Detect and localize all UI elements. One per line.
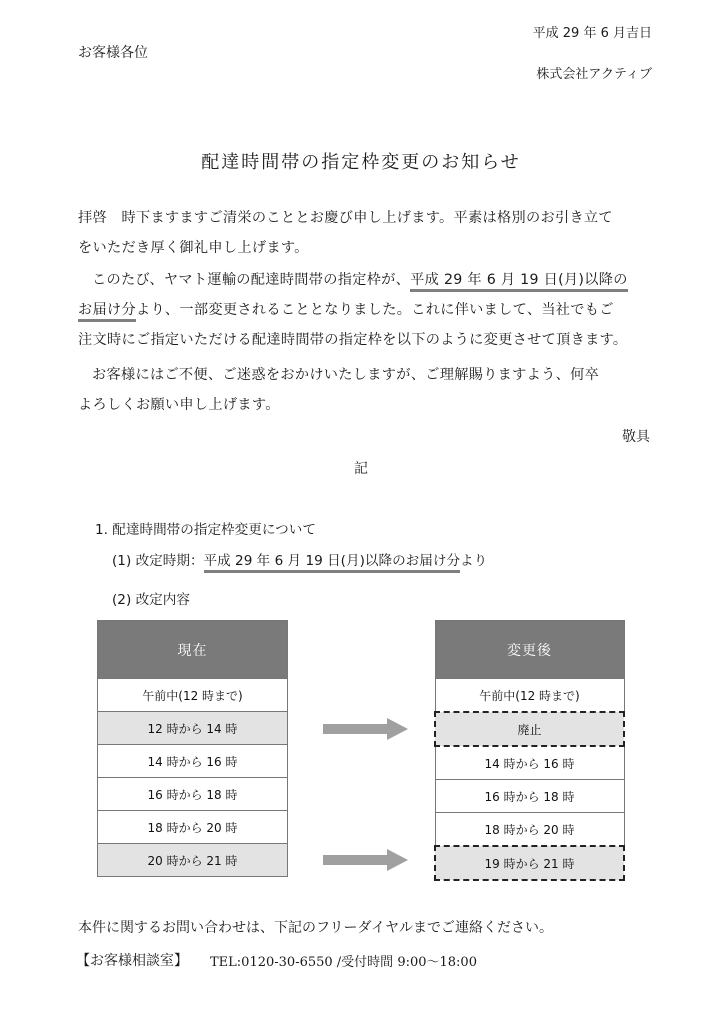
- body-line-4: [78, 299, 614, 319]
- body-line-6: お客様にはご不便、ご迷惑をおかけいたしますが、ご理解賜りますよう、何卒: [92, 367, 600, 383]
- delivery-portion-underlined: お届け分: [78, 302, 136, 322]
- after-slot-row: 18 時から 20 時: [435, 813, 624, 847]
- after-slot-row-changed: 19 時から 21 時: [435, 846, 624, 880]
- contact-notice: 本件に関するお問い合わせは、下記のフリーダイヤルまでご連絡ください。: [78, 920, 554, 936]
- body-line-1: 拝啓 時下ますますご清栄のこととお慶び申し上げます。平素は格別のお引き立て: [78, 210, 613, 226]
- after-slot-row: 午前中(12 時まで): [435, 679, 624, 713]
- body-line-7: よろしくお願い申し上げます。: [78, 397, 280, 413]
- company-name: 株式会社アクティブ: [536, 67, 652, 82]
- effective-date-underlined: 平成 29 年 6 月 19 日(月)以降の: [410, 272, 628, 292]
- current-slot-row: 午前中(12 時まで): [98, 679, 288, 712]
- current-table-header: 現在: [98, 621, 288, 679]
- body-line-3: [92, 269, 628, 289]
- recipient: お客様各位: [78, 45, 148, 61]
- body-line-4-text: より、一部変更されることとなりました。これに伴いまして、当社でもご: [135, 302, 614, 318]
- phone-and-hours: TEL:0120-30-6550 /受付時間 9:00〜18:00: [210, 955, 477, 970]
- closing-keigu: 敬具: [622, 429, 650, 445]
- right-arrow-icon: [323, 849, 408, 871]
- body-line-5: 注文時にご指定いただける配達時間帯の指定枠を以下のように変更させて頂きます。: [78, 332, 628, 348]
- section-heading: 1. 配達時間帯の指定枠変更について: [95, 522, 316, 538]
- after-slot-row: 16 時から 18 時: [435, 780, 624, 813]
- revision-date-value: 平成 29 年 6 月 19 日(月)以降のお届け分: [204, 553, 461, 573]
- ki-marker: 記: [354, 461, 368, 477]
- current-slots-table: [97, 620, 288, 877]
- body-line-3-text: このたび、ヤマト運輸の配達時間帯の指定枠が、: [92, 272, 411, 288]
- customer-desk-label: 【お客様相談室】: [76, 953, 188, 969]
- body-line-2: をいただき厚く御礼申し上げます。: [78, 240, 309, 256]
- after-table-header: 変更後: [435, 621, 624, 679]
- current-slot-row: 20 時から 21 時: [98, 844, 288, 877]
- revision-date-suffix: より: [460, 553, 488, 569]
- after-slot-row-abolished: 廃止: [435, 712, 624, 746]
- right-arrow-icon: [323, 718, 408, 740]
- after-slot-row: 14 時から 16 時: [435, 746, 624, 780]
- current-slot-row: 16 時から 18 時: [98, 778, 288, 811]
- current-slot-row: 12 時から 14 時: [98, 712, 288, 745]
- revision-content-item: (2) 改定内容: [112, 592, 190, 608]
- revision-date-item: [112, 549, 487, 569]
- document-title: 配達時間帯の指定枠変更のお知らせ: [201, 152, 521, 173]
- current-slot-row: 14 時から 16 時: [98, 745, 288, 778]
- current-slot-row: 18 時から 20 時: [98, 811, 288, 844]
- after-slots-table: [434, 620, 625, 881]
- document-date: 平成 29 年 6 月吉日: [532, 26, 652, 41]
- revision-date-label: (1) 改定時期：: [112, 553, 204, 569]
